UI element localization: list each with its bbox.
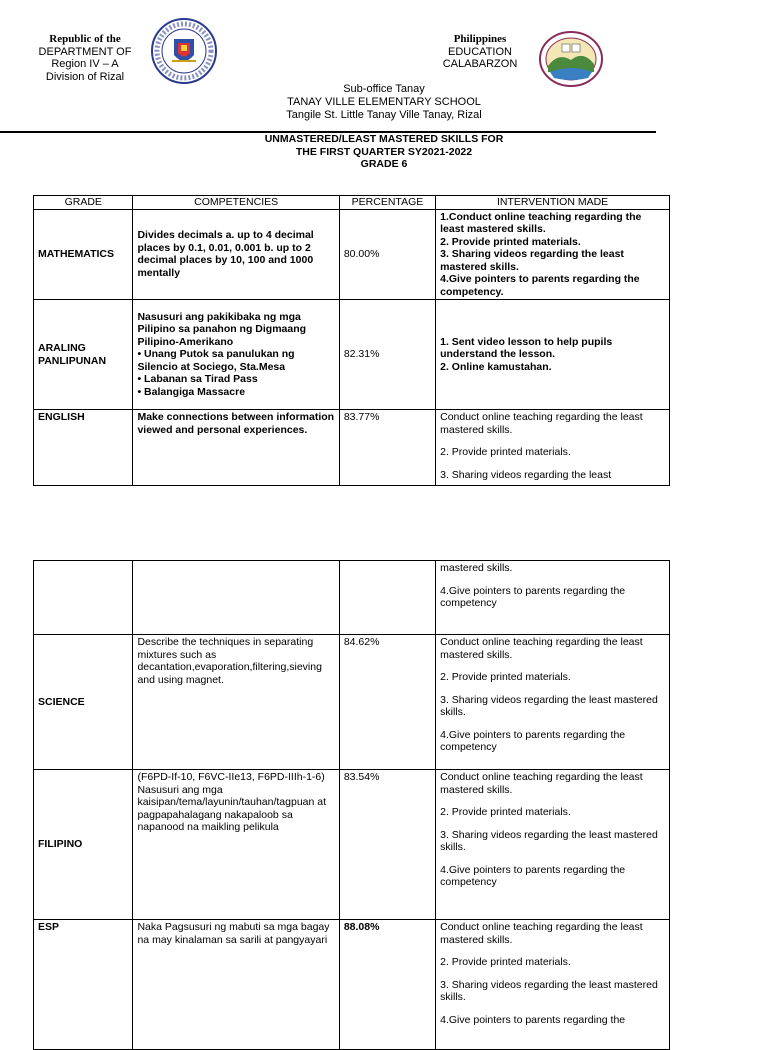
school-name: TANAY VILLE ELEMENTARY SCHOOL [287,96,481,108]
intervention-item: 1. Sent video lesson to help pupils understand the lesson. [440,335,613,361]
school-seal-icon [538,30,604,88]
competency-line: Nasusuri ang pakikibaka ng mga Pilipino sa panahon ng Digmaang Pilipino-Amerikano [137,310,307,348]
competency-cell: Divides decimals a. up to 4 decimal places by 0.1, 0.01, 0.001 b. up to 2 decimal places by 10, 100 and 1000 mentally [133,209,339,300]
table-row-math [34,209,670,300]
competency-code: (F6PD-If-10, F6VC-IIe13, F6PD-IIIh-1-6) [137,771,325,783]
percentage-cell: 82.31% [339,300,435,410]
competency-line: Nasusuri ang mga kaisipan/tema/layunin/tauhan/tagpuan at pagpapahalagang nakapaloob sa napanood na maikling pelikula [137,783,327,833]
intervention-item: Conduct online teaching regarding the least mastered skills. [440,921,643,946]
intervention-item: 3. Sharing videos regarding the least mastered skills. [440,828,658,853]
intervention-item: 4.Give pointers to parents regarding the competency [440,584,626,609]
suboffice: Sub-office Tanay [343,83,425,95]
skills-table [33,195,670,486]
percentage-cell: 80.00% [339,209,435,300]
intervention-cell [436,635,670,770]
percentage-cell: 84.62% [339,635,435,770]
intervention-cell [436,209,670,300]
letterhead-line: Division of Rizal [45,70,125,83]
competency-line: • Labanan sa Tirad Pass [137,373,258,386]
competency-cell [133,300,339,410]
header-intervention: INTERVENTION MADE [436,196,670,210]
title-line: THE FIRST QUARTER SY2021-2022 [295,145,473,158]
table-row-science [34,635,670,770]
intervention-item: 4.Give pointers to parents regarding the [440,1013,626,1026]
table-row-english-continued [34,561,670,635]
grade-cell: ENGLISH [34,410,133,486]
school-address: Tangile St. Little Tanay Ville Tanay, Rizal [286,109,482,121]
table-row-english [34,410,670,486]
table-row-ap [34,300,670,410]
title-line: GRADE 6 [360,158,408,170]
letterhead-line: CALABARZON [442,58,518,70]
intervention-cell [436,770,670,920]
letterhead-right [430,33,530,71]
competency-cell: Describe the techniques in separating mixtures such as decantation,evaporation,filtering,sieving and using magnet. [133,635,339,770]
letterhead-line: DEPARTMENT OF [38,45,132,58]
report-title [200,133,568,171]
intervention-item: Conduct online teaching regarding the least mastered skills. [440,411,643,436]
intervention-item: 2. Provide printed materials. [440,671,571,683]
competency-cell [133,770,339,920]
intervention-item: mastered skills. [440,562,513,574]
letterhead-line: Philippines [453,33,507,45]
intervention-item: 2. Provide printed materials. [440,446,571,458]
competency-line: • Unang Putok sa panulukan ng Silencio at Sociego, Sta.Mesa [137,348,295,373]
header-percentage: PERCENTAGE [339,196,435,210]
intervention-item: 2. Provide printed materials. [440,806,571,818]
header-competencies: COMPETENCIES [133,196,339,210]
intervention-item: Conduct online teaching regarding the least mastered skills. [440,771,643,796]
letterhead-line: Republic of the [49,33,121,45]
intervention-cell [436,561,670,635]
intervention-item: 3. Sharing videos regarding the least mastered skills. [440,693,658,718]
intervention-item: 2. Provide printed materials. [440,956,571,968]
percentage-cell: 88.08% [339,920,435,1050]
grade-cell: ESP [34,920,133,1050]
competency-cell: Naka Pagsusuri ng mabuti sa mga bagay na may kinalaman sa sarili at pangyayari [133,920,339,1050]
intervention-item: 2. Online kamustahan. [440,360,552,373]
table-row-filipino [34,770,670,920]
intervention-item: 1.Conduct online teaching regarding the least mastered skills. [440,210,642,235]
intervention-cell [436,300,670,410]
deped-seal-icon [150,17,218,85]
intervention-cell [436,410,670,486]
table-header-row [34,196,670,210]
intervention-item: Conduct online teaching regarding the least mastered skills. [440,636,643,661]
percentage-cell: 83.54% [339,770,435,920]
competency-line: • Balangiga Massacre [137,385,246,398]
skills-table-continued [33,560,670,1050]
school-info [200,83,568,122]
table-row-esp [34,920,670,1050]
grade-cell: SCIENCE [34,635,133,770]
intervention-item: 4.Give pointers to parents regarding the competency [440,863,626,888]
grade-cell: FILIPINO [34,770,133,920]
intervention-cell [436,920,670,1050]
letterhead-line: EDUCATION [448,45,512,58]
intervention-item: 3. Sharing videos regarding the least [440,468,612,481]
intervention-item: 3. Sharing videos regarding the least mastered skills. [440,978,658,1003]
percentage-cell: 83.77% [339,410,435,486]
letterhead-line: Region IV – A [51,58,119,70]
grade-cell: ARALING PANLIPUNAN [34,300,133,410]
competency-cell: Make connections between information viewed and personal experiences. [133,410,339,486]
intervention-item: 4.Give pointers to parents regarding the competency. [440,273,640,298]
letterhead-left [30,33,140,83]
intervention-item: 3. Sharing videos regarding the least mastered skills. [440,248,624,273]
header-grade: GRADE [34,196,133,210]
intervention-item: 2. Provide printed materials. [440,235,581,248]
intervention-item: 4.Give pointers to parents regarding the competency [440,728,626,753]
title-line: UNMASTERED/LEAST MASTERED SKILLS FOR [264,133,504,145]
grade-cell: MATHEMATICS [34,209,133,300]
